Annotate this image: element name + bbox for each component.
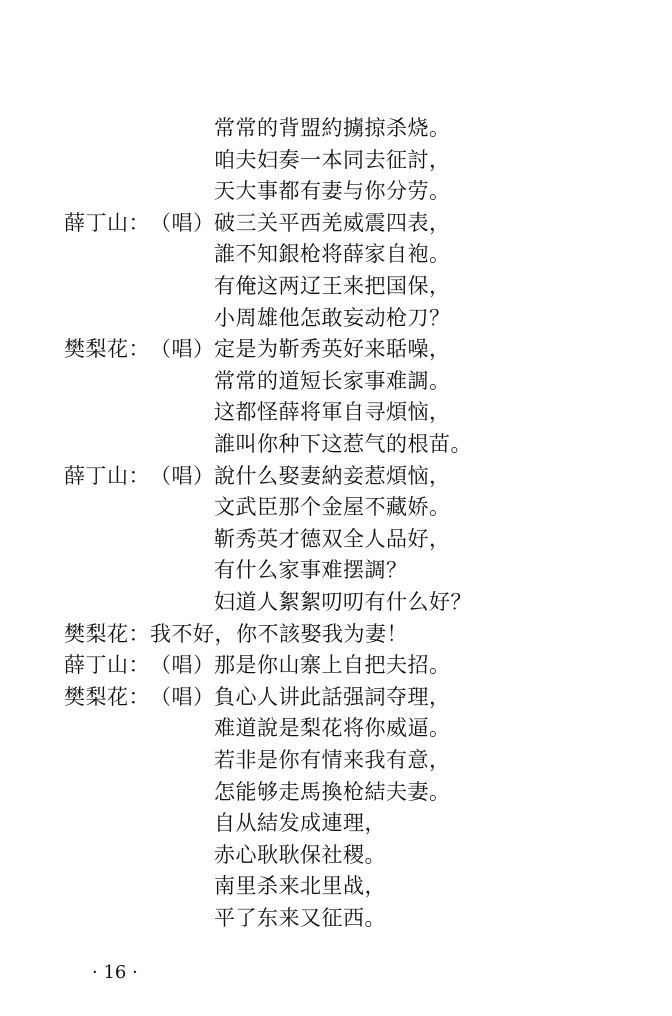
verse-text: 說什么娶妻納妾惹煩恼， [214,464,451,488]
verse-text: 那是你山寨上自把夫招。 [214,653,451,677]
script-line [0,461,672,491]
script-line [0,492,672,522]
verse-text: 常常的背盟約擄掠杀烧。 [214,116,451,140]
script-line [0,903,672,933]
verse-text: 怎能够走馬換枪結夫妻。 [214,780,451,804]
script-line [0,840,672,870]
script-line [0,366,672,396]
stage-cue: （唱） [150,653,215,677]
speaker-name: 薛丁山： [64,464,150,488]
speaker-name: 樊梨花： [64,622,150,646]
verse-text: 誰不知銀枪将薛家自袍。 [214,242,451,266]
script-line [0,208,672,238]
script-line [0,145,672,175]
verse-text: 若非是你有情来我有意， [214,748,451,772]
script-line [0,271,672,301]
verse-text: 常常的道短长家事难調。 [214,369,451,393]
verse-text: 难道說是梨花将你威逼。 [214,716,451,740]
verse-text: 有什么家事难摆調？ [214,558,408,582]
script-line [0,808,672,838]
verse-text: 自从結发成連理， [214,811,386,835]
script-line [0,113,672,143]
speaker-name: 薛丁山： [64,653,150,677]
verse-text: 有俺这两辽王来把国保， [214,274,451,298]
verse-text: 文武臣那个金屋不藏娇。 [214,495,451,519]
script-line [0,176,672,206]
script-line [0,871,672,901]
verse-text: 誰叫你种下这惹气的根苗。 [214,432,472,456]
verse-text: 妇道人絮絮叨叨有什么好？ [214,590,472,614]
verse-text: 負心人讲此話强詞夺理， [214,685,451,709]
verse-text: 靳秀英才德双全人品好， [214,527,451,551]
script-line [0,777,672,807]
verse-text: 咱夫妇奏一本同去征討， [214,148,451,172]
script-line [0,619,672,649]
verse-text: 破三关平西羌威震四表， [214,211,451,235]
script-line [0,239,672,269]
script-line [0,745,672,775]
stage-cue: （唱） [150,464,215,488]
page-number: · 16 · [92,962,138,983]
verse-text: 小周雄他怎敢妄动枪刀？ [214,306,451,330]
script-line [0,429,672,459]
script-line [0,397,672,427]
verse-text: 定是为靳秀英好来聒噪， [214,337,451,361]
speaker-name: 樊梨花： [64,685,150,709]
script-line [0,650,672,680]
verse-text: 这都怪薛将軍自寻煩恼， [214,400,451,424]
script-line [0,334,672,364]
stage-cue: （唱） [150,685,215,709]
speaker-name: 薛丁山： [64,211,150,235]
speaker-name: 樊梨花： [64,337,150,361]
script-line [0,524,672,554]
stage-cue: （唱） [150,211,215,235]
script-line [0,713,672,743]
verse-text: 平了东来又征西。 [214,906,386,930]
script-line [0,555,672,585]
stage-cue: （唱） [150,337,215,361]
spoken-line: 我不好，你不該娶我为妻！ [150,622,408,646]
script-line [0,303,672,333]
script-line [0,587,672,617]
verse-text: 天大事都有妻与你分劳。 [214,179,451,203]
verse-text: 赤心耿耿保社稷。 [214,843,386,867]
verse-text: 南里杀来北里战， [214,874,386,898]
script-line [0,682,672,712]
